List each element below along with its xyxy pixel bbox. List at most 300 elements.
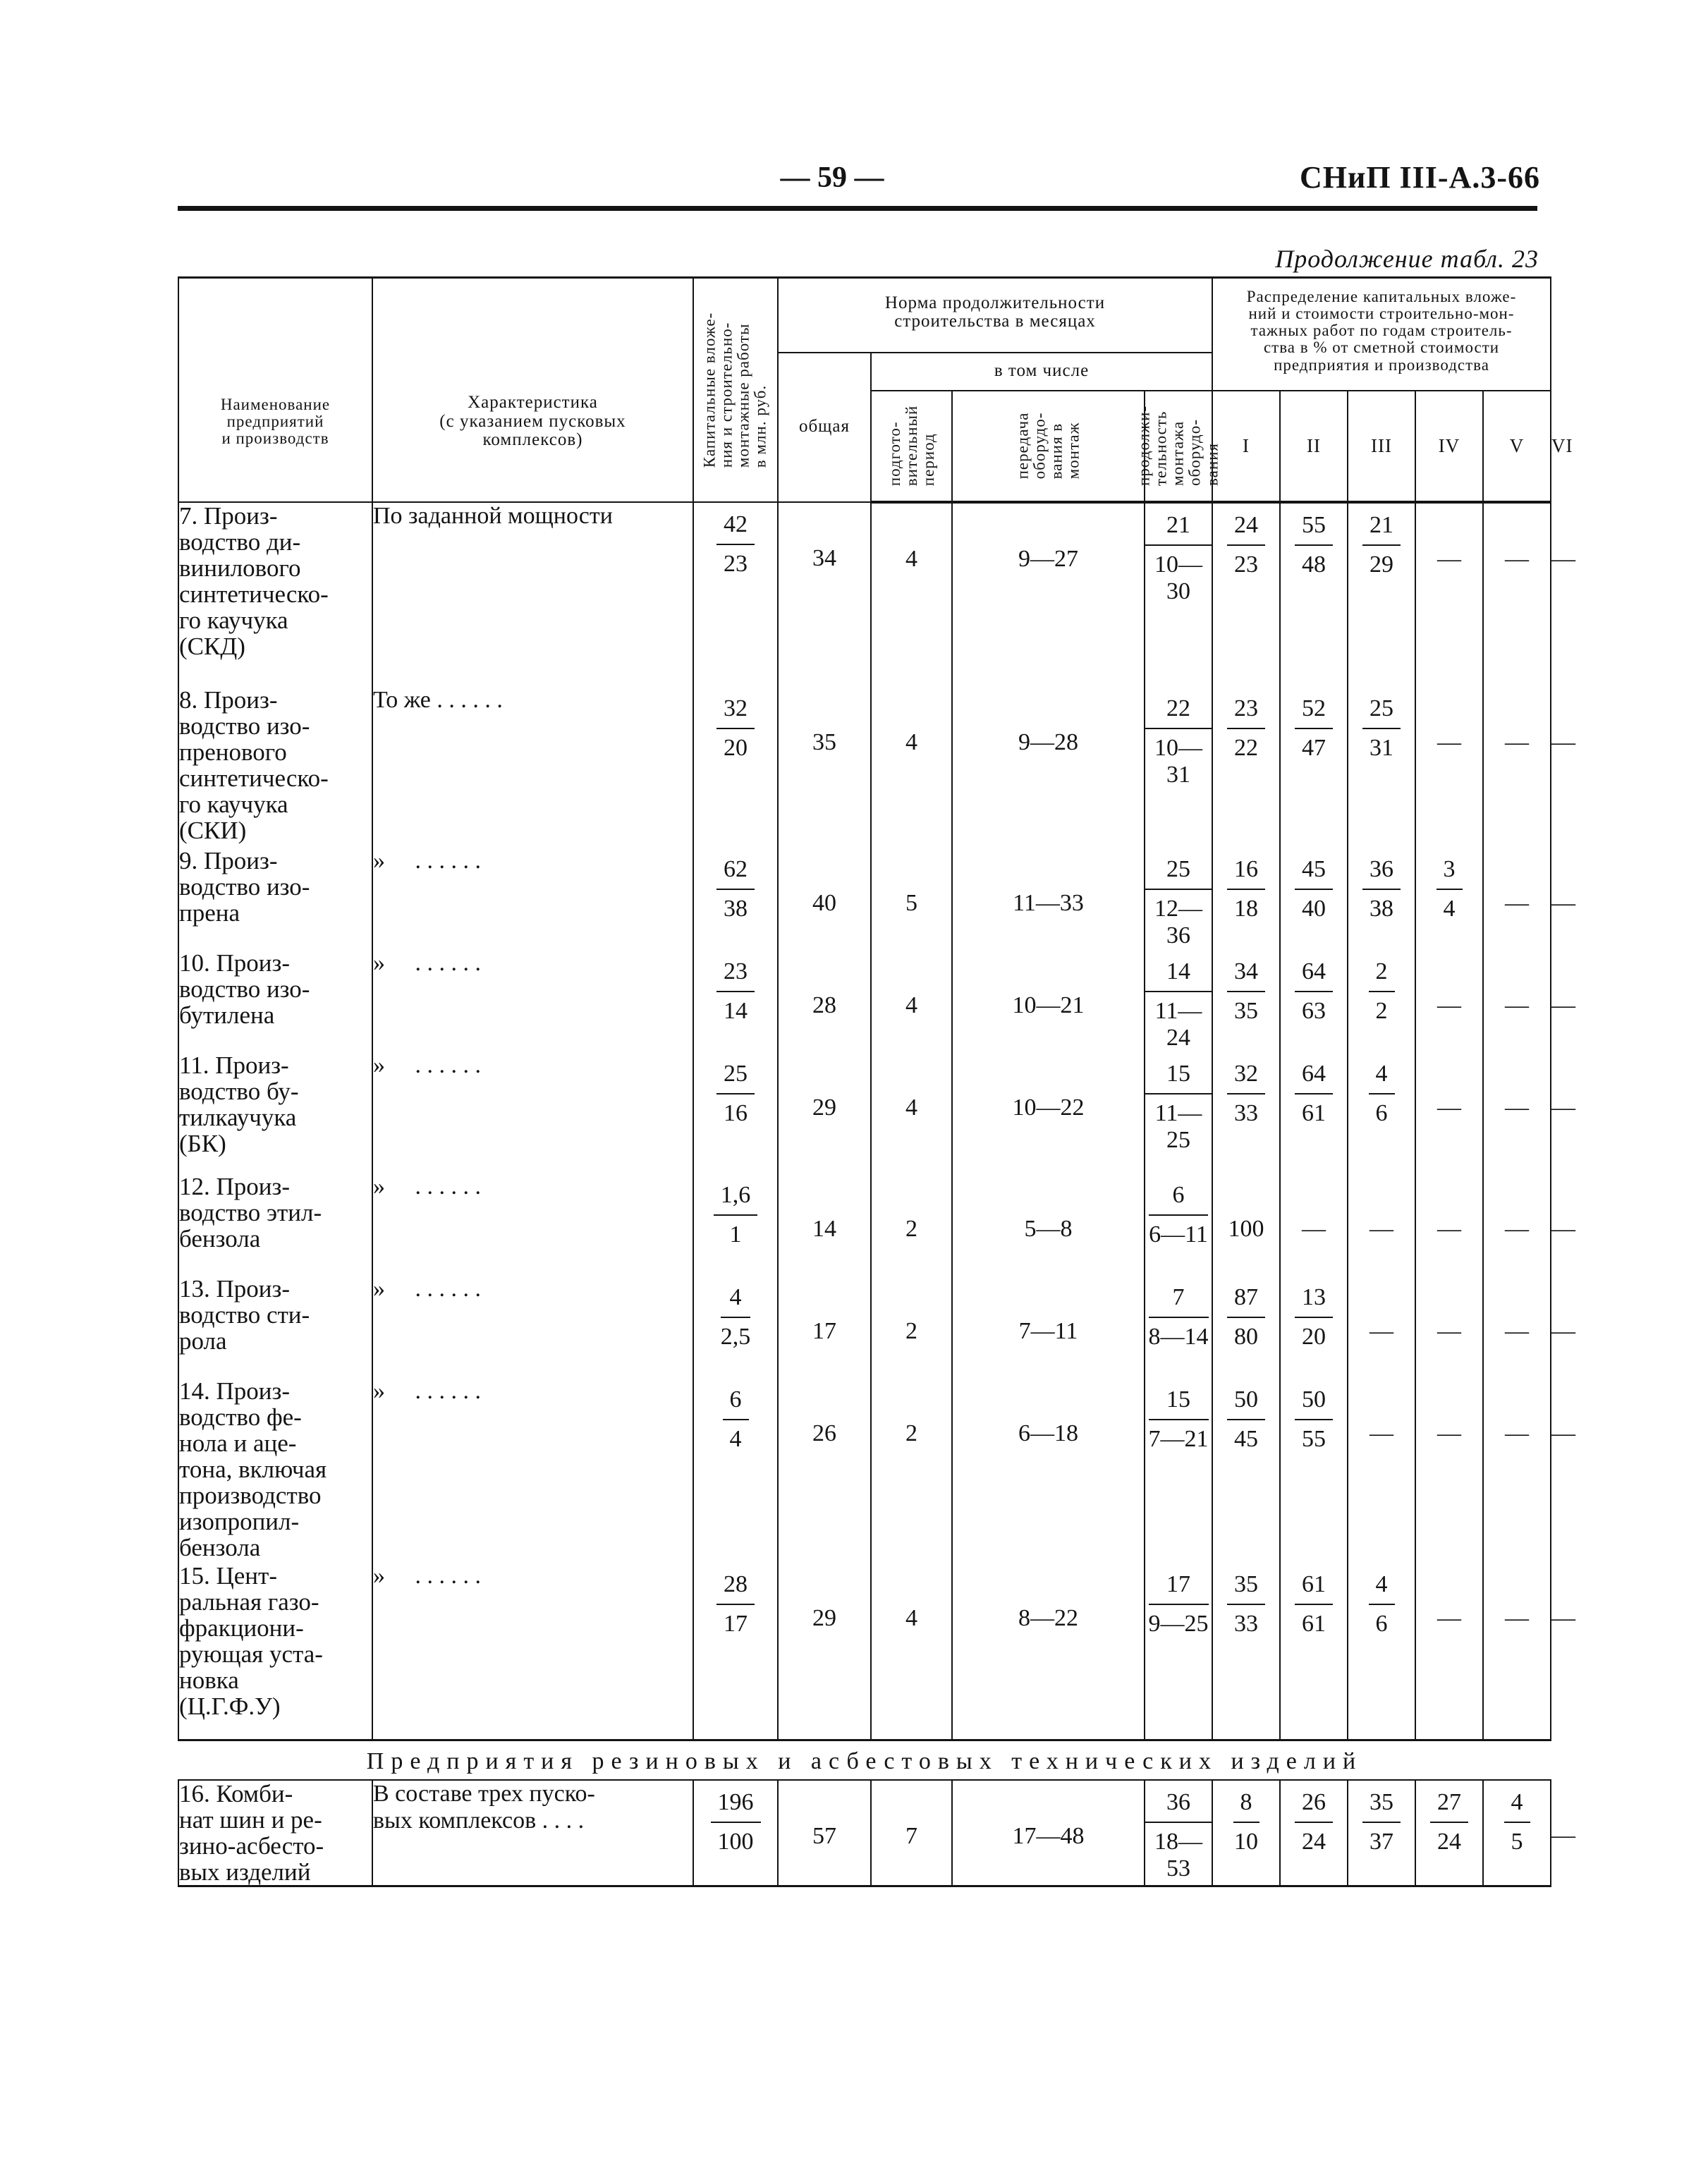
enterprise-name: 15. Цент- ральная газо- фракциони- рующая уста- новка (Ц.Г.Ф.У) — [179, 1561, 323, 1720]
installation-duration-cell — [1145, 848, 1212, 950]
year-4-cell: — — [1415, 1052, 1483, 1173]
table-body — [178, 501, 1576, 1886]
year-2-share-denominator: 20 — [1302, 1323, 1326, 1350]
section-heading: Предприятия резиновых и асбестовых технических изделий — [178, 1740, 1551, 1781]
equipment-transfer-cell: 10—21 — [952, 950, 1145, 1052]
year-1-cell — [1212, 1780, 1280, 1886]
capital-investment-denominator: 14 — [724, 997, 748, 1024]
year-1-cell — [1212, 1563, 1280, 1740]
prep-period-cell: 2 — [871, 1173, 952, 1276]
table-row: 14. Произ- водство фе- нола и аце- тона, включая производство изопропил- бензола » . . . . . . $\frac{6}{4}$ 26 2 6—18 $\frac{15}{7—21}$ $\frac{50}{45}$ $\frac{50}{55}$ — — — — — [179, 1377, 1576, 1562]
year-3-share-denominator: 37 — [1370, 1829, 1394, 1855]
installation-duration — [1145, 1789, 1212, 1882]
installation-duration — [1145, 958, 1212, 1051]
installation-duration-numerator: 17 — [1149, 1571, 1209, 1605]
year-5-share-denominator: 5 — [1511, 1829, 1523, 1855]
year-4-cell: — — [1415, 1276, 1483, 1378]
row-name-cell — [178, 1780, 372, 1886]
capital-investment-denominator: 16 — [724, 1099, 748, 1126]
year-1-cell — [1212, 950, 1280, 1052]
year-3-cell: — — [1348, 1276, 1415, 1378]
installation-duration — [1145, 695, 1212, 788]
year-2-share-numerator: 13 — [1295, 1284, 1333, 1318]
capital-investment — [716, 695, 755, 762]
header-transfer — [952, 391, 1145, 502]
prep-period-cell: 4 — [871, 687, 952, 848]
installation-duration-denominator: 18—53 — [1154, 1829, 1202, 1882]
row-characteristic: » . . . . . . — [372, 1563, 693, 1740]
enterprise-name: 7. Произ- водство ди- винилового синтетическо- го каучука (СКД) — [179, 501, 329, 660]
total-duration-cell: 57 — [778, 1780, 871, 1886]
prep-period-cell: 4 — [871, 1563, 952, 1740]
row-characteristic: По заданной мощности — [372, 502, 693, 687]
year-5-cell: — — [1483, 1563, 1551, 1740]
row-characteristic: То же . . . . . . — [372, 687, 693, 848]
header-capital — [693, 278, 778, 502]
row-name-cell — [178, 848, 372, 950]
installation-duration-denominator: 10—30 — [1154, 551, 1202, 604]
installation-duration-denominator: 11—24 — [1154, 997, 1202, 1051]
header-year-4 — [1415, 391, 1483, 502]
year-4-cell: — — [1415, 1563, 1483, 1740]
year-2-share — [1295, 1386, 1333, 1453]
capital-investment-cell — [693, 1173, 778, 1276]
year-2-share — [1295, 512, 1333, 578]
total-duration-cell: 28 — [778, 950, 871, 1052]
prep-period-cell: 5 — [871, 848, 952, 950]
capital-investment-denominator: 100 — [717, 1829, 754, 1855]
year-1-share-numerator: 35 — [1227, 1571, 1265, 1605]
capital-investment-denominator: 23 — [724, 550, 748, 577]
capital-investment-numerator: 196 — [711, 1789, 761, 1823]
capital-investment-cell — [693, 1052, 778, 1173]
capital-investment — [716, 1571, 755, 1638]
year-1-cell — [1212, 687, 1280, 848]
year-1-share — [1227, 512, 1265, 578]
installation-duration-numerator: 7 — [1149, 1284, 1209, 1318]
capital-investment — [711, 1789, 761, 1855]
year-1-share-denominator: 23 — [1234, 551, 1259, 578]
year-4-share-denominator: 24 — [1437, 1829, 1462, 1855]
installation-duration-denominator: 9—25 — [1148, 1610, 1209, 1637]
year-1-cell — [1212, 502, 1280, 687]
installation-duration — [1145, 856, 1212, 949]
installation-duration-denominator: 8—14 — [1148, 1323, 1209, 1350]
year-4-share-numerator: 3 — [1436, 856, 1463, 890]
year-5-cell: — — [1483, 1276, 1551, 1378]
year-1-share-numerator: 8 — [1233, 1789, 1259, 1823]
enterprise-name: 9. Произ- водство изо- прена — [179, 846, 310, 927]
capital-investment — [721, 1284, 751, 1350]
equipment-transfer-cell: 17—48 — [952, 1780, 1145, 1886]
installation-duration-numerator: 25 — [1145, 856, 1212, 890]
year-4-cell: — — [1415, 687, 1483, 848]
year-3-share — [1369, 1571, 1395, 1638]
row-name-cell — [178, 1563, 372, 1740]
equipment-transfer-cell: 5—8 — [952, 1173, 1145, 1276]
document-code: СНиП III-А.3-66 — [1299, 160, 1540, 195]
header-year-5 — [1483, 391, 1551, 502]
table-row: 15. Цент- ральная газо- фракциони- рующая уста- новка (Ц.Г.Ф.У) » . . . . . . $\frac{28}{17}$ 29 4 8—22 $\frac{17}{9—25}$ $\frac{35}{33}$ $\frac{61}{61}$ $\frac{4}{6}$ — — — — [178, 1563, 1551, 1740]
year-3-share — [1362, 695, 1401, 762]
year-4-cell: — — [1415, 950, 1483, 1052]
year-4-cell: — — [1415, 1173, 1483, 1276]
installation-duration — [1149, 1571, 1209, 1638]
year-3-cell — [1348, 848, 1415, 950]
year-1-share — [1227, 1284, 1265, 1350]
capital-investment-numerator: 32 — [716, 695, 755, 729]
total-duration-cell: 14 — [778, 1173, 871, 1276]
capital-investment-numerator: 1,6 — [714, 1182, 758, 1216]
year-4-share-denominator: 4 — [1443, 895, 1456, 922]
year-1-share — [1227, 695, 1265, 762]
header-prep — [871, 391, 952, 502]
table-row: 16. Комби- нат шин и ре- зино-асбесто- вых изделий В составе трех пуско- вых комплексов . . . . $\frac{196}{100}$ 57 7 17—48 $\frac{36}{18—53}$ $\frac{8}{10}$ $\frac{26}{24}$ $\frac{35}{37}$ $\frac{27}{24}$ $\frac{4}{5}$ — — [179, 1780, 1576, 1886]
header-total — [778, 353, 871, 502]
installation-duration — [1149, 1284, 1209, 1350]
year-2-share-numerator: 61 — [1295, 1571, 1333, 1605]
year-2-share-numerator: 26 — [1295, 1789, 1333, 1823]
year-1-share-numerator: 34 — [1227, 958, 1265, 992]
year-1-share-numerator: 23 — [1227, 695, 1265, 729]
year-label: V — [1509, 434, 1525, 456]
year-5-share — [1504, 1789, 1530, 1855]
page-number: — 59 — — [780, 161, 884, 194]
year-2-cell — [1280, 1780, 1348, 1886]
construction-norms-table — [178, 276, 1576, 1887]
row-characteristic: В составе трех пуско- вых комплексов . . . . — [372, 1780, 693, 1886]
year-3-share — [1362, 512, 1401, 578]
installation-duration — [1149, 1386, 1209, 1453]
table-row: 13. Произ- водство сти- рола » . . . . . . $\frac{4}{2,5}$ 17 2 7—11 $\frac{7}{8—14}$ $\frac{87}{80}$ $\frac{13}{20}$ — — — — — [178, 1276, 1551, 1378]
year-3-share-denominator: 29 — [1370, 551, 1394, 578]
year-4-cell — [1415, 848, 1483, 950]
installation-duration-denominator: 12—36 — [1154, 895, 1202, 949]
row-name-cell — [178, 950, 372, 1052]
row-characteristic: » . . . . . . — [372, 1052, 693, 1173]
prep-period-cell: 2 — [871, 1378, 952, 1563]
year-2-share-denominator: 61 — [1302, 1610, 1326, 1637]
row-name-cell — [178, 1276, 372, 1378]
header-install-text: продолжи- тельность монтажа оборудо- вания — [1135, 405, 1221, 486]
header-characteristic — [372, 278, 693, 502]
year-2-share — [1295, 1789, 1333, 1855]
year-5-cell: — — [1483, 950, 1551, 1052]
enterprise-name: 11. Произ- водство бу- тилкаучука (БК) — [179, 1051, 299, 1157]
installation-duration-numerator: 21 — [1145, 512, 1212, 546]
capital-investment-cell — [693, 502, 778, 687]
year-1-share-numerator: 32 — [1227, 1061, 1265, 1094]
year-2-share-denominator: 63 — [1302, 997, 1326, 1024]
installation-duration-numerator: 15 — [1149, 1386, 1209, 1420]
year-2-share-denominator: 55 — [1302, 1425, 1326, 1452]
year-1-share-denominator: 45 — [1234, 1425, 1259, 1452]
year-2-share — [1295, 856, 1333, 922]
header-characteristic-text: Характеристика (с указанием пусковых комплексов) — [439, 393, 626, 449]
year-3-cell: — — [1348, 1173, 1415, 1276]
header-transfer-text: передача оборудо- вания в монтаж — [1013, 412, 1082, 480]
year-1-share — [1227, 1061, 1265, 1127]
capital-investment-cell — [693, 1378, 778, 1563]
year-3-share-numerator: 35 — [1362, 1789, 1401, 1823]
installation-duration-denominator: 11—25 — [1154, 1099, 1202, 1153]
year-2-share-denominator: 40 — [1302, 895, 1326, 922]
year-1-share — [1227, 1571, 1265, 1638]
total-duration-cell: 35 — [778, 687, 871, 848]
installation-duration-cell — [1145, 1780, 1212, 1886]
installation-duration-numerator: 15 — [1145, 1061, 1212, 1094]
year-2-share-denominator: 47 — [1302, 734, 1326, 761]
equipment-transfer-cell: 7—11 — [952, 1276, 1145, 1378]
header-duration-text: Норма продолжительности строительства в месяцах — [884, 293, 1106, 331]
installation-duration-numerator: 22 — [1145, 695, 1212, 729]
year-2-share-numerator: 55 — [1295, 512, 1333, 546]
capital-investment-numerator: 42 — [716, 511, 755, 545]
installation-duration-cell — [1145, 502, 1212, 687]
total-duration-cell: 29 — [778, 1052, 871, 1173]
enterprise-name: 16. Комби- нат шин и ре- зино-асбесто- вых изделий — [179, 1780, 324, 1886]
year-1-share-numerator: 87 — [1227, 1284, 1265, 1318]
year-2-cell: — — [1280, 1173, 1348, 1276]
installation-duration-cell — [1145, 1378, 1212, 1563]
year-1-cell — [1212, 1378, 1280, 1563]
equipment-transfer-cell: 9—27 — [952, 502, 1145, 687]
year-1-share — [1227, 856, 1265, 922]
year-1-share-denominator: 18 — [1234, 895, 1259, 922]
row-name-cell — [178, 1378, 372, 1563]
year-5-cell: — — [1483, 502, 1551, 687]
capital-investment — [716, 511, 755, 578]
capital-investment-denominator: 1 — [729, 1221, 742, 1248]
year-5-share-numerator: 4 — [1504, 1789, 1530, 1823]
installation-duration-cell — [1145, 1173, 1212, 1276]
header-name-text: Наименование предприятий и производств — [220, 395, 331, 447]
enterprise-name: 12. Произ- водство этил- бензола — [179, 1172, 322, 1252]
year-2-share — [1295, 1284, 1333, 1350]
table-row: 10. Произ- водство изо- бутилена » . . . . . . $\frac{23}{14}$ 28 4 10—21 $\frac{14}{11—24}$ $\frac{34}{35}$ $\frac{64}{63}$ $\frac{2}{2}$ — — — — [179, 949, 1576, 1051]
installation-duration-numerator: 36 — [1145, 1789, 1212, 1823]
year-2-share-numerator: 52 — [1295, 695, 1333, 729]
year-label: III — [1371, 434, 1392, 456]
header-distribution-text: Распределение капитальных вложе- ний и стоимости строительно-мон- тажных работ по годам строитель- ства в % от сметной стоимости предприятия и производства — [1246, 288, 1517, 374]
year-5-cell: — — [1483, 687, 1551, 848]
year-1-cell: 100 — [1212, 1173, 1280, 1276]
year-3-cell — [1348, 687, 1415, 848]
year-3-share — [1369, 958, 1395, 1025]
year-4-share — [1430, 1789, 1468, 1855]
year-3-share — [1362, 1789, 1401, 1855]
capital-investment — [716, 856, 755, 922]
year-2-cell — [1280, 687, 1348, 848]
total-duration-cell: 40 — [778, 848, 871, 950]
table-continuation-label: Продолжение табл. 23 — [1275, 245, 1539, 273]
year-2-cell — [1280, 950, 1348, 1052]
year-3-share-denominator: 6 — [1375, 1099, 1388, 1126]
installation-duration — [1145, 1061, 1212, 1154]
capital-investment-cell — [693, 1276, 778, 1378]
year-2-share-numerator: 45 — [1295, 856, 1333, 890]
year-3-share-numerator: 4 — [1369, 1571, 1395, 1605]
table-row: 7. Произ- водство ди- винилового синтетическо- го каучука (СКД) По заданной мощности $\frac{42}{23}$ 34 4 9—27 $\frac{21}{10—30}$ $\frac{24}{23}$ $\frac{55}{48}$ $\frac{21}{29}$ — — — — [178, 502, 1551, 687]
year-label: IV — [1438, 434, 1460, 456]
installation-duration-denominator: 10—31 — [1154, 734, 1202, 788]
year-3-cell — [1348, 950, 1415, 1052]
year-1-share-denominator: 33 — [1234, 1099, 1259, 1126]
enterprise-name: 8. Произ- водство изо- пренового синтетическо- го каучука (СКИ) — [179, 685, 329, 844]
header-name — [178, 278, 372, 502]
year-1-cell — [1212, 1276, 1280, 1378]
year-3-share-numerator: 25 — [1362, 695, 1401, 729]
installation-duration-cell — [1145, 1276, 1212, 1378]
equipment-transfer-cell: 8—22 — [952, 1563, 1145, 1740]
year-2-share — [1295, 1571, 1333, 1638]
year-1-share — [1233, 1789, 1259, 1855]
year-3-cell: — — [1348, 1378, 1415, 1563]
total-duration-cell: 17 — [778, 1276, 871, 1378]
year-2-share-numerator: 64 — [1295, 1061, 1333, 1094]
year-2-share-numerator: 50 — [1295, 1386, 1333, 1420]
year-1-cell — [1212, 848, 1280, 950]
capital-investment-denominator: 17 — [724, 1610, 748, 1637]
capital-investment-cell — [693, 950, 778, 1052]
year-3-share-denominator: 6 — [1375, 1610, 1388, 1637]
year-1-share — [1227, 958, 1265, 1025]
year-3-share-numerator: 21 — [1362, 512, 1401, 546]
installation-duration-cell — [1145, 687, 1212, 848]
equipment-transfer-cell: 9—28 — [952, 687, 1145, 848]
year-3-share — [1362, 856, 1401, 922]
year-5-cell — [1483, 1780, 1551, 1886]
row-characteristic: » . . . . . . — [372, 950, 693, 1052]
prep-period-cell: 2 — [871, 1276, 952, 1378]
capital-investment-denominator: 38 — [724, 895, 748, 922]
year-1-cell — [1212, 1052, 1280, 1173]
year-2-share-numerator: 64 — [1295, 958, 1333, 992]
year-4-cell — [1415, 1780, 1483, 1886]
row-characteristic: » . . . . . . — [372, 848, 693, 950]
year-1-share-denominator: 22 — [1234, 734, 1259, 761]
header-prep-text: подгото- вительный период — [885, 405, 937, 487]
year-4-share — [1436, 856, 1463, 922]
installation-duration — [1149, 1182, 1208, 1248]
enterprise-name: 14. Произ- водство фе- нола и аце- тона, включая производство изопропил- бензола — [179, 1377, 327, 1562]
year-2-share — [1295, 958, 1333, 1025]
capital-investment — [723, 1386, 749, 1453]
year-3-share-numerator: 36 — [1362, 856, 1401, 890]
year-2-cell — [1280, 502, 1348, 687]
enterprise-name: 10. Произ- водство изо- бутилена — [179, 949, 310, 1029]
header-including-text: в том числе — [994, 361, 1090, 381]
total-duration-cell: 26 — [778, 1378, 871, 1563]
year-2-share-denominator: 61 — [1302, 1099, 1326, 1126]
row-name-cell — [178, 502, 372, 687]
row-characteristic: » . . . . . . — [372, 1276, 693, 1378]
year-2-share-denominator: 48 — [1302, 551, 1326, 578]
capital-investment — [716, 958, 755, 1025]
year-5-cell: — — [1483, 1378, 1551, 1563]
table-row: 11. Произ- водство бу- тилкаучука (БК) » . . . . . . $\frac{25}{16}$ 29 4 10—22 $\frac{15}{11—25}$ $\frac{32}{33}$ $\frac{64}{61}$ $\frac{4}{6}$ — — — — [178, 1052, 1551, 1173]
header-year-1 — [1212, 391, 1280, 502]
year-3-share-denominator: 31 — [1370, 734, 1394, 761]
equipment-transfer-cell: 6—18 — [952, 1378, 1145, 1563]
year-4-cell: — — [1415, 502, 1483, 687]
year-1-share-numerator: 50 — [1227, 1386, 1265, 1420]
year-2-cell — [1280, 1276, 1348, 1378]
year-5-cell: — — [1483, 848, 1551, 950]
year-3-share-denominator: 38 — [1370, 895, 1394, 922]
year-5-cell: — — [1483, 1052, 1551, 1173]
year-1-share — [1227, 1386, 1265, 1453]
prep-period-cell: 4 — [871, 502, 952, 687]
prep-period-cell: 4 — [871, 1052, 952, 1173]
prep-period-cell: 4 — [871, 950, 952, 1052]
table-row: 12. Произ- водство этил- бензола » . . . . . . $\frac{1,6}{1}$ 14 2 5—8 $\frac{6}{6—11}$ 100 — — — — — — [178, 1173, 1551, 1276]
row-characteristic: » . . . . . . — [372, 1173, 693, 1276]
capital-investment — [716, 1061, 755, 1127]
capital-investment-numerator: 25 — [716, 1061, 755, 1094]
installation-duration-cell — [1145, 1052, 1212, 1173]
capital-investment-numerator: 23 — [716, 958, 755, 992]
capital-investment-cell — [693, 1563, 778, 1740]
row-name-cell — [178, 1173, 372, 1276]
prep-period-cell: 7 — [871, 1780, 952, 1886]
capital-investment-cell — [693, 687, 778, 848]
capital-investment — [714, 1182, 758, 1248]
equipment-transfer-cell: 11—33 — [952, 848, 1145, 950]
year-1-share-numerator: 16 — [1227, 856, 1265, 890]
row-name-cell — [178, 1052, 372, 1173]
header-capital-text: Капитальные вложе- ния и строительно- монтажные работы в млн. руб. — [700, 312, 770, 468]
year-3-cell — [1348, 1563, 1415, 1740]
installation-duration-numerator: 6 — [1149, 1182, 1208, 1216]
capital-investment-cell — [693, 1780, 778, 1886]
capital-investment-denominator: 2,5 — [720, 1323, 751, 1350]
header-total-text: общая — [798, 417, 850, 437]
installation-duration-numerator: 14 — [1145, 958, 1212, 992]
year-1-share-denominator: 33 — [1234, 1610, 1259, 1637]
year-2-cell — [1280, 1052, 1348, 1173]
year-3-cell — [1348, 502, 1415, 687]
header-distribution — [1212, 278, 1551, 391]
year-label: I — [1243, 434, 1250, 456]
year-3-share-denominator: 2 — [1375, 997, 1388, 1024]
year-1-share-denominator: 35 — [1234, 997, 1259, 1024]
header-year-3 — [1348, 391, 1415, 502]
total-duration-cell: 34 — [778, 502, 871, 687]
table-row: 9. Произ- водство изо- прена » . . . . . . $\frac{62}{38}$ 40 5 11—33 $\frac{25}{12—36}$ $\frac{16}{18}$ $\frac{45}{40}$ $\frac{36}{38}$ $\frac{3}{4}$ — — — [179, 846, 1576, 949]
year-1-share-denominator: 10 — [1234, 1829, 1259, 1855]
installation-duration — [1145, 512, 1212, 605]
capital-investment-cell — [693, 848, 778, 950]
year-3-share-numerator: 2 — [1369, 958, 1395, 992]
header-year-2 — [1280, 391, 1348, 502]
installation-duration-cell — [1145, 1563, 1212, 1740]
installation-duration-cell — [1145, 950, 1212, 1052]
capital-investment-numerator: 6 — [723, 1386, 749, 1420]
year-1-share-numerator: 24 — [1227, 512, 1265, 546]
year-4-share-numerator: 27 — [1430, 1789, 1468, 1823]
row-name-cell — [178, 687, 372, 848]
section-heading-row — [178, 1740, 1551, 1781]
year-2-cell — [1280, 1563, 1348, 1740]
total-duration-cell: 29 — [778, 1563, 871, 1740]
row-characteristic: » . . . . . . — [372, 1378, 693, 1563]
year-1-share-denominator: 80 — [1234, 1323, 1259, 1350]
year-label: II — [1307, 434, 1321, 456]
capital-investment-denominator: 4 — [729, 1425, 742, 1452]
year-5-cell: — — [1483, 1173, 1551, 1276]
equipment-transfer-cell: 10—22 — [952, 1052, 1145, 1173]
